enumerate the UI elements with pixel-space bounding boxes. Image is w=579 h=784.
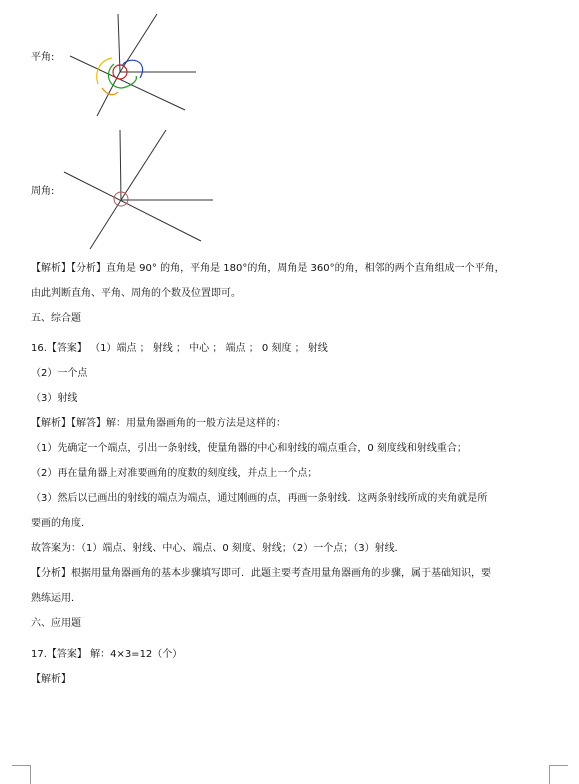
section-heading: 六、应用题 bbox=[31, 618, 81, 629]
ray-line bbox=[118, 14, 120, 72]
round-angle-label: 周角: bbox=[31, 186, 55, 197]
text-line: 17.【答案】 解：4×3=12（个） bbox=[31, 649, 183, 660]
ray-line bbox=[120, 130, 121, 200]
text-line: 故答案为：（1）端点、射线、中心、端点、0 刻度、射线；（2）一个点；（3）射线． bbox=[31, 543, 405, 554]
text-line: （3）射线 bbox=[31, 393, 78, 404]
text-line: （2）再在量角器上对准要画角的度数的刻度线，并点上一个点； bbox=[31, 468, 318, 479]
round-angle-figure bbox=[64, 130, 213, 249]
text-line: （1）先确定一个端点，引出一条射线，使量角器的中心和射线的端点重合，0 刻度线和射线重合； bbox=[31, 443, 467, 454]
ray-line bbox=[70, 56, 185, 110]
text-line: 【解析】【解答】解：用量角器画角的一般方法是这样的： bbox=[31, 418, 286, 429]
ray-line bbox=[120, 14, 157, 72]
ray-line bbox=[121, 130, 166, 200]
text-line: 16.【答案】 （1）端点 ； 射线 ； 中心 ； 端点 ； 0 刻度 ； 射线 bbox=[31, 343, 328, 354]
text-line: 【解析】 bbox=[31, 674, 71, 685]
page-corner-mark-left bbox=[12, 765, 31, 784]
text-line: 【分析】根据用量角器画角的基本步骤填写即可．此题主要考查用量角器画角的步骤，属于基础知识，要 bbox=[31, 568, 491, 579]
text-line: （2）一个点 bbox=[31, 368, 88, 379]
ray-line bbox=[90, 200, 121, 249]
text-line: 由此判断直角、平角、周角的个数及位置即可。 bbox=[31, 288, 241, 299]
text-line: 熟练运用． bbox=[31, 593, 81, 604]
page-corner-mark-right bbox=[549, 765, 568, 784]
straight-angle-label: 平角: bbox=[31, 52, 55, 63]
straight-angle-figure bbox=[70, 14, 196, 116]
text-line: 【解析】【分析】直角是 90° 的角，平角是 180°的角，周角是 360°的角，相邻的两个直角组成一个平角， bbox=[31, 263, 505, 274]
text-line: 要画的角度． bbox=[31, 518, 91, 529]
text-line: （3）然后以已画出的射线的端点为端点，通过刚画的点，再画一条射线．这两条射线所成的夹角就是所 bbox=[31, 493, 488, 504]
section-heading: 五、综合题 bbox=[31, 313, 81, 324]
